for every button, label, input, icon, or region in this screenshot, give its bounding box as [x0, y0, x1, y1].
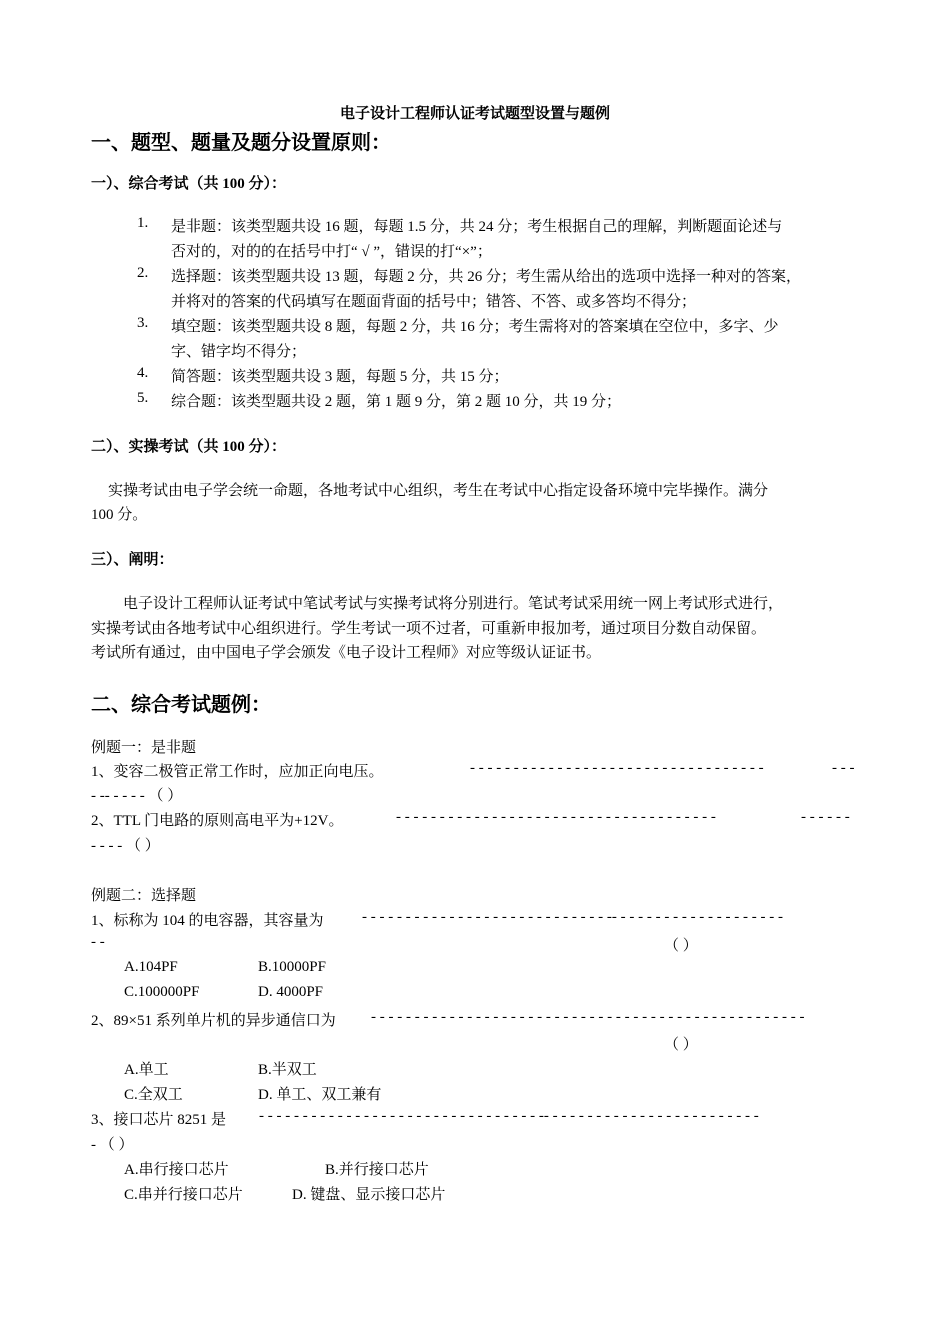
option-a: A.单工	[124, 1062, 169, 1078]
option-a: A.104PF	[124, 959, 178, 975]
answer-bracket: - - - - （ ）	[91, 838, 160, 854]
example2-title: 例题二：选择题	[91, 888, 197, 904]
document-title: 电子设计工程师认证考试题型设置与题例	[339, 106, 610, 122]
question-text: 1、变容二极管正常工作时，应加正向电压。	[91, 764, 384, 780]
item-number: 1.	[137, 215, 149, 231]
answer-bracket: - （ ）	[91, 1137, 134, 1153]
item-number: 2.	[137, 265, 149, 281]
item-text: 并将对的答案的代码填写在题面背面的括号中；错答、不答、或多答均不得分；	[171, 294, 697, 310]
item-number: 4.	[137, 365, 149, 381]
dash-leader: - - - - - - - - - - - - - - - - - - - - - - - - - - - - - - - - - - - - -	[396, 809, 716, 825]
paragraph-line: 电子设计工程师认证考试中笔试考试与实操考试将分别进行。笔试考试采用统一网上考试形式进行，	[123, 596, 784, 612]
item-text: 字、错字均不得分；	[171, 344, 307, 360]
option-c: C.串并行接口芯片	[124, 1187, 243, 1203]
section1-heading: 一、题型、题量及题分设置原则：	[91, 132, 391, 154]
answer-bracket: （ ）	[664, 1037, 698, 1053]
answer-bracket: （ ）	[664, 938, 698, 954]
sub2-heading: 二）、实操考试（共 100 分）：	[91, 439, 287, 455]
item-text: 填空题：该类型题共设 8 题，每题 2 分，共 16 分；考生需将对的答案填在空位中，多字、少	[171, 319, 779, 335]
dash-leader: - - - - - -	[801, 809, 850, 825]
option-c: C.全双工	[124, 1087, 183, 1103]
dash-leader: - - - - - - - - - - - - - - - - - - - - - - - - - - - - - - - - -- - - - - - - - - - - - - - - - - - - - - - - - -	[259, 1108, 759, 1124]
option-b: B.并行接口芯片	[325, 1162, 429, 1178]
dash-leader: - - - - - - - - - - - - - - - - - - - - - - - - - - - - -- - - - - - - - - - - - - - - - - - - -	[362, 909, 784, 925]
option-d: D. 单工、双工兼有	[258, 1087, 382, 1103]
paragraph-line: 考试所有通过，由中国电子学会颁发《电子设计工程师》对应等级认证证书。	[91, 645, 602, 661]
option-c: C.100000PF	[124, 984, 200, 1000]
item-text: 综合题：该类型题共设 2 题，第 1 题 9 分，第 2 题 10 分，共 19 分；	[171, 394, 622, 410]
item-text: 选择题：该类型题共设 13 题，每题 2 分，共 26 分；考生需从给出的选项中选择一种对的答案，	[171, 269, 802, 285]
option-b: B.10000PF	[258, 959, 326, 975]
question-text: 2、89×51 系列单片机的异步通信口为	[91, 1013, 336, 1029]
question-text: 1、标称为 104 的电容器，其容量为	[91, 913, 324, 929]
question-text: 2、TTL 门电路的原则高电平为+12V。	[91, 813, 344, 829]
answer-bracket: - -- - - - - （ ）	[91, 788, 183, 804]
section2-heading: 二、综合考试题例：	[91, 694, 271, 716]
paragraph-line: 实操考试由电子学会统一命题，各地考试中心组织，考生在考试中心指定设备环境中完毕操作。满分	[108, 483, 769, 499]
option-d: D. 4000PF	[258, 984, 324, 1000]
item-text: 是非题：该类型题共设 16 题，每题 1.5 分，共 24 分；考生根据自己的理解，判断题面论述与	[171, 219, 783, 235]
dash-leader: - -	[91, 934, 105, 950]
option-a: A.串行接口芯片	[124, 1162, 229, 1178]
example1-title: 例题一：是非题	[91, 740, 197, 756]
question-text: 3、接口芯片 8251 是	[91, 1112, 227, 1128]
item-text: 简答题：该类型题共设 3 题，每题 5 分，共 15 分；	[171, 369, 509, 385]
dash-leader: - - - - - - - - - - - - - - - - - - - - - - - - - - - - - - - - - -	[470, 760, 764, 776]
item-number: 3.	[137, 315, 149, 331]
item-text: 否对的，对的的在括号中打“ √ ”，错误的打“×”；	[171, 244, 492, 260]
paragraph-line: 100 分。	[91, 507, 148, 523]
option-d: D. 键盘、显示接口芯片	[292, 1187, 446, 1203]
item-number: 5.	[137, 390, 149, 406]
sub1-heading: 一）、综合考试（共 100 分）：	[91, 176, 287, 192]
dash-leader: - - - - - - - - - - - - - - - - - - - - - - - - - - - - - - - - - - - - - - - - - - - - - - - - - -	[371, 1009, 805, 1025]
option-b: B.半双工	[258, 1062, 317, 1078]
sub3-heading: 三）、阐明：	[91, 552, 174, 568]
paragraph-line: 实操考试由各地考试中心组织进行。学生考试一项不过者，可重新申报加考，通过项目分数自动保留。	[91, 621, 767, 637]
dash-leader: - - -	[832, 760, 855, 776]
